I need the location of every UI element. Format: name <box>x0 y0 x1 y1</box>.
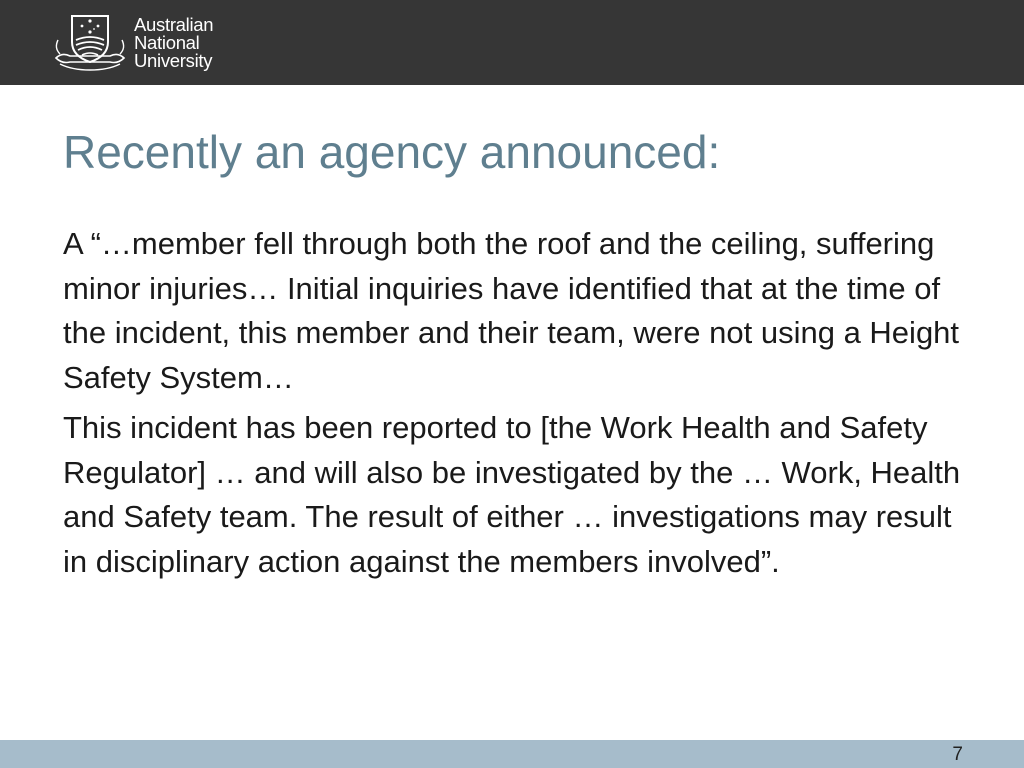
slide-title: Recently an agency announced: <box>63 126 721 178</box>
anu-logo[interactable] <box>52 11 213 75</box>
body-paragraph-2: This incident has been reported to [the Work Health and Safety Regulator] … and will also be investigated by the … Work, Health and Safety team. The result of either … investigations may result in disciplinary action against the members involved”. <box>63 409 961 579</box>
body-paragraph-1: A “…member fell through both the roof and the ceiling, suffering minor injuries… Initial inquiries have identified that at the time of the incident, this member and their team, were not using a Height Safety System… <box>63 226 960 396</box>
logo-line-3: University <box>134 50 213 71</box>
logo-line-2: National <box>134 32 200 53</box>
footer-bar <box>0 740 1024 768</box>
page-number: 7 <box>952 744 963 765</box>
logo-line-1: Australian <box>134 14 214 35</box>
anu-crest-icon <box>52 12 128 74</box>
header-bar <box>0 0 1024 85</box>
logo-wordmark <box>134 16 213 70</box>
slide-body <box>63 222 983 585</box>
